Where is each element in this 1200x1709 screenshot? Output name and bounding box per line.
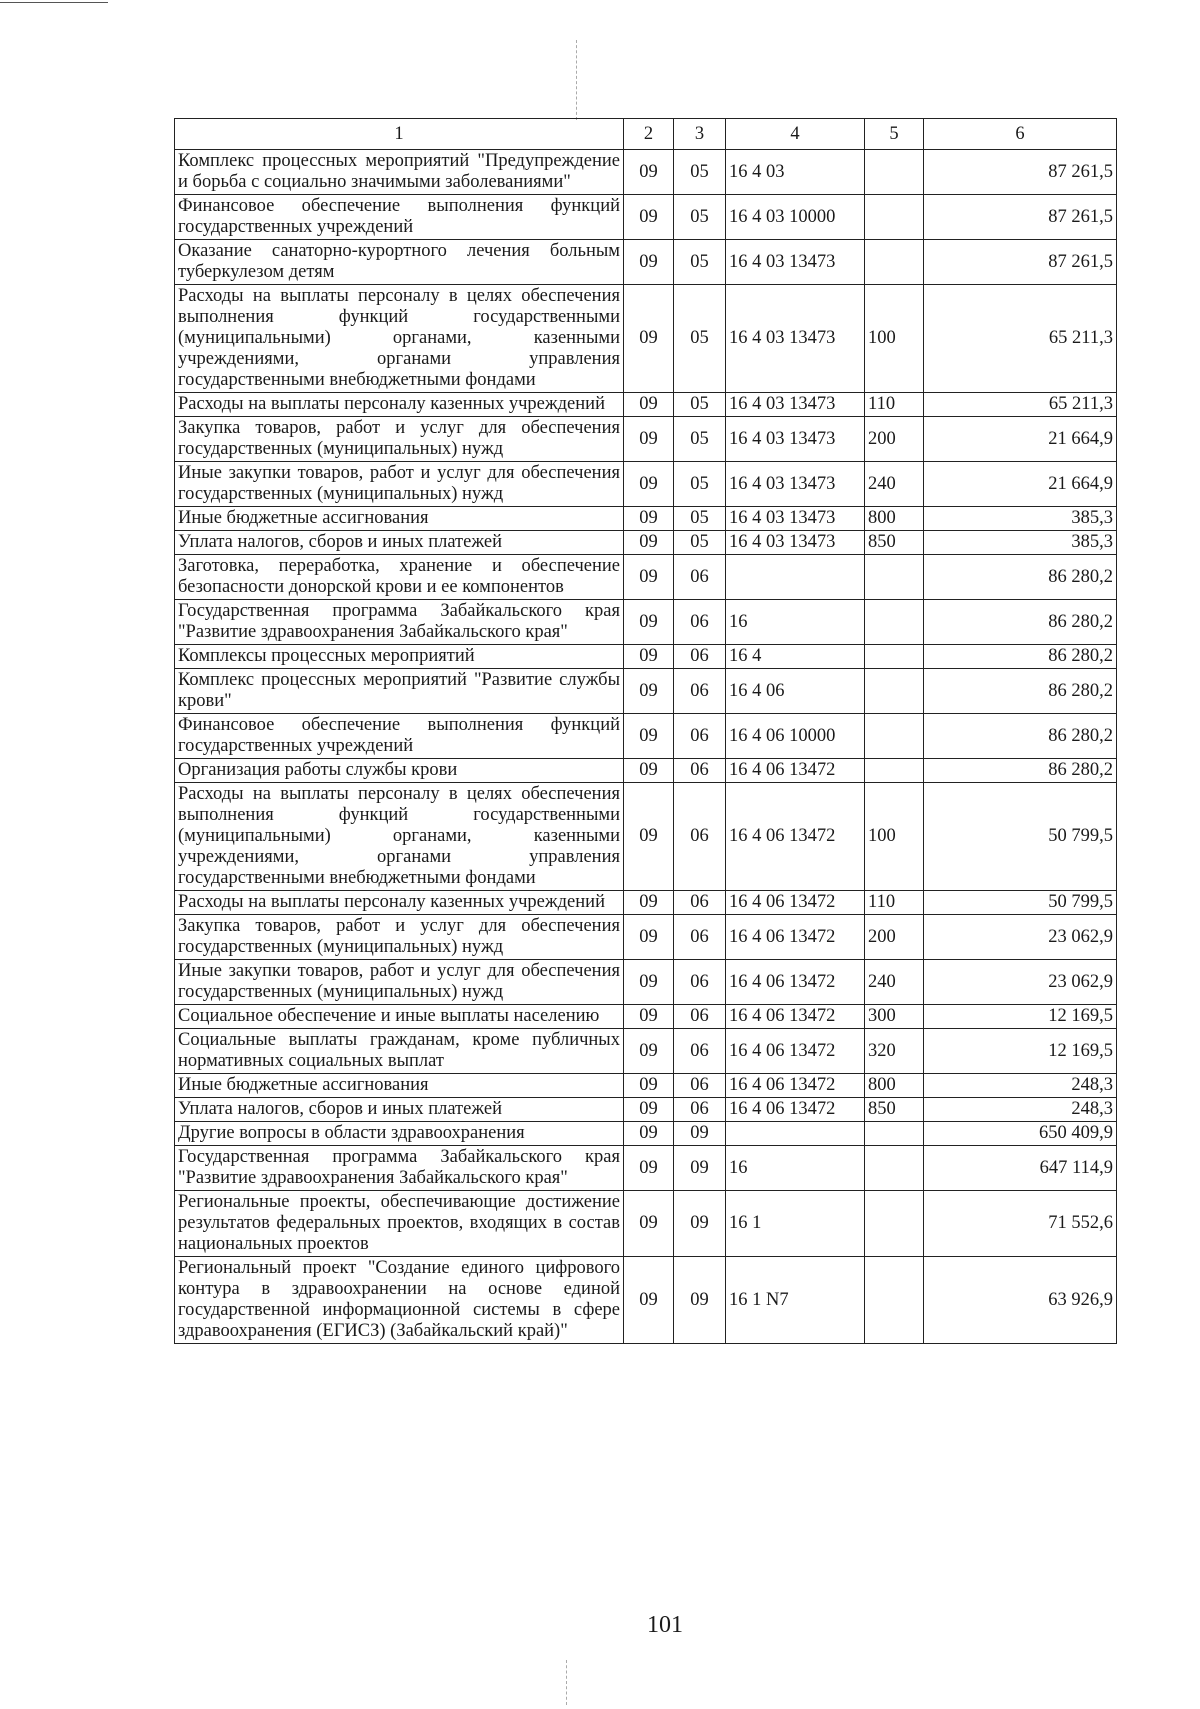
table-row: [175, 1098, 1117, 1122]
subsection-code-cell: 05: [674, 195, 726, 240]
table-row: [175, 1029, 1117, 1074]
expense-name-cell: Социальные выплаты гражданам, кроме публичных нормативных социальных выплат: [175, 1029, 624, 1074]
expense-type-cell: [865, 150, 924, 195]
amount-cell: 86 280,2: [924, 714, 1117, 759]
table-row: [175, 462, 1117, 507]
table-row: [175, 507, 1117, 531]
amount-cell: 87 261,5: [924, 150, 1117, 195]
expense-name-cell: Иные закупки товаров, работ и услуг для обеспечения государственных (муниципальных) нужд: [175, 960, 624, 1005]
expense-type-cell: [865, 240, 924, 285]
target-article-cell: 16 4 06: [726, 669, 865, 714]
header-col-4: 4: [726, 119, 865, 150]
header-col-5: 5: [865, 119, 924, 150]
target-article-cell: 16 4 06 13472: [726, 759, 865, 783]
table-row: [175, 1005, 1117, 1029]
section-code-cell: 09: [624, 240, 674, 285]
section-code-cell: 09: [624, 759, 674, 783]
amount-cell: 65 211,3: [924, 393, 1117, 417]
amount-cell: 63 926,9: [924, 1257, 1117, 1344]
table-row: [175, 960, 1117, 1005]
expense-type-cell: [865, 714, 924, 759]
table-row: [175, 1074, 1117, 1098]
section-code-cell: 09: [624, 1029, 674, 1074]
expense-name-cell: Уплата налогов, сборов и иных платежей: [175, 531, 624, 555]
expense-type-cell: 800: [865, 1074, 924, 1098]
subsection-code-cell: 06: [674, 600, 726, 645]
expense-name-cell: Расходы на выплаты персоналу в целях обеспечения выполнения функций государственными (муниципальными) органами, казенными учреждениями, органами управления государственными внебюджетными фондами: [175, 285, 624, 393]
table-row: [175, 555, 1117, 600]
section-code-cell: 09: [624, 1191, 674, 1257]
expense-type-cell: [865, 195, 924, 240]
expense-type-cell: 240: [865, 960, 924, 1005]
subsection-code-cell: 06: [674, 960, 726, 1005]
scan-fold-line: [576, 40, 577, 120]
header-row: [175, 119, 1117, 150]
expense-type-cell: 300: [865, 1005, 924, 1029]
target-article-cell: 16 4 06 13472: [726, 960, 865, 1005]
amount-cell: 71 552,6: [924, 1191, 1117, 1257]
expense-type-cell: [865, 1191, 924, 1257]
expense-name-cell: Уплата налогов, сборов и иных платежей: [175, 1098, 624, 1122]
expense-type-cell: 110: [865, 891, 924, 915]
subsection-code-cell: 06: [674, 891, 726, 915]
expense-name-cell: Иные бюджетные ассигнования: [175, 1074, 624, 1098]
table-row: [175, 783, 1117, 891]
header-col-2: 2: [624, 119, 674, 150]
table-row: [175, 759, 1117, 783]
target-article-cell: 16 4 06 13472: [726, 1029, 865, 1074]
target-article-cell: 16 4 06 10000: [726, 714, 865, 759]
header-col-1: 1: [175, 119, 624, 150]
subsection-code-cell: 06: [674, 714, 726, 759]
subsection-code-cell: 05: [674, 240, 726, 285]
amount-cell: 86 280,2: [924, 669, 1117, 714]
expense-type-cell: [865, 759, 924, 783]
subsection-code-cell: 05: [674, 150, 726, 195]
expense-name-cell: Закупка товаров, работ и услуг для обеспечения государственных (муниципальных) нужд: [175, 417, 624, 462]
section-code-cell: 09: [624, 1098, 674, 1122]
expense-name-cell: Финансовое обеспечение выполнения функций государственных учреждений: [175, 195, 624, 240]
table-row: [175, 600, 1117, 645]
subsection-code-cell: 06: [674, 645, 726, 669]
section-code-cell: 09: [624, 1005, 674, 1029]
expense-type-cell: 100: [865, 783, 924, 891]
expense-name-cell: Иные закупки товаров, работ и услуг для обеспечения государственных (муниципальных) нужд: [175, 462, 624, 507]
subsection-code-cell: 05: [674, 417, 726, 462]
amount-cell: 86 280,2: [924, 645, 1117, 669]
table-row: [175, 393, 1117, 417]
budget-table: [174, 118, 1117, 1344]
target-article-cell: 16 4 06 13472: [726, 1098, 865, 1122]
subsection-code-cell: 05: [674, 507, 726, 531]
target-article-cell: 16 4 06 13472: [726, 1005, 865, 1029]
table-row: [175, 1191, 1117, 1257]
amount-cell: 86 280,2: [924, 759, 1117, 783]
target-article-cell: 16 4: [726, 645, 865, 669]
table-row: [175, 645, 1117, 669]
target-article-cell: 16 1: [726, 1191, 865, 1257]
section-code-cell: 09: [624, 645, 674, 669]
subsection-code-cell: 06: [674, 1074, 726, 1098]
amount-cell: 86 280,2: [924, 600, 1117, 645]
subsection-code-cell: 06: [674, 783, 726, 891]
expense-name-cell: Региональный проект "Создание единого цифрового контура в здравоохранении на основе единой государственной информационной системы в сфере здравоохранения (ЕГИСЗ) (Забайкальский край)": [175, 1257, 624, 1344]
table-row: [175, 285, 1117, 393]
header-col-3: 3: [674, 119, 726, 150]
target-article-cell: 16 4 03 13473: [726, 417, 865, 462]
section-code-cell: 09: [624, 783, 674, 891]
expense-name-cell: Государственная программа Забайкальского края "Развитие здравоохранения Забайкальского края": [175, 600, 624, 645]
amount-cell: 248,3: [924, 1074, 1117, 1098]
amount-cell: 650 409,9: [924, 1122, 1117, 1146]
target-article-cell: 16 4 03 13473: [726, 240, 865, 285]
section-code-cell: 09: [624, 714, 674, 759]
table-row: [175, 1146, 1117, 1191]
section-code-cell: 09: [624, 417, 674, 462]
amount-cell: 86 280,2: [924, 555, 1117, 600]
expense-type-cell: 240: [865, 462, 924, 507]
amount-cell: 65 211,3: [924, 285, 1117, 393]
subsection-code-cell: 06: [674, 1098, 726, 1122]
expense-name-cell: Организация работы службы крови: [175, 759, 624, 783]
expense-type-cell: 200: [865, 915, 924, 960]
target-article-cell: 16 4 06 13472: [726, 1074, 865, 1098]
table-row: [175, 891, 1117, 915]
amount-cell: 23 062,9: [924, 915, 1117, 960]
page-number: 101: [647, 1612, 683, 1638]
section-code-cell: 09: [624, 195, 674, 240]
scan-artifact-line: [0, 2, 108, 3]
expense-type-cell: 850: [865, 1098, 924, 1122]
table-row: [175, 195, 1117, 240]
expense-type-cell: [865, 1122, 924, 1146]
subsection-code-cell: 09: [674, 1257, 726, 1344]
target-article-cell: [726, 1122, 865, 1146]
subsection-code-cell: 06: [674, 915, 726, 960]
table-row: [175, 417, 1117, 462]
amount-cell: 248,3: [924, 1098, 1117, 1122]
amount-cell: 87 261,5: [924, 240, 1117, 285]
section-code-cell: 09: [624, 1122, 674, 1146]
amount-cell: 385,3: [924, 531, 1117, 555]
amount-cell: 50 799,5: [924, 891, 1117, 915]
target-article-cell: 16 4 03 13473: [726, 393, 865, 417]
section-code-cell: 09: [624, 915, 674, 960]
expense-type-cell: 320: [865, 1029, 924, 1074]
scan-fold-line: [566, 1660, 567, 1705]
table-row: [175, 669, 1117, 714]
expense-type-cell: 200: [865, 417, 924, 462]
expense-type-cell: 800: [865, 507, 924, 531]
amount-cell: 12 169,5: [924, 1005, 1117, 1029]
expense-type-cell: [865, 1146, 924, 1191]
subsection-code-cell: 06: [674, 555, 726, 600]
expense-type-cell: [865, 555, 924, 600]
amount-cell: 12 169,5: [924, 1029, 1117, 1074]
section-code-cell: 09: [624, 669, 674, 714]
amount-cell: 21 664,9: [924, 462, 1117, 507]
section-code-cell: 09: [624, 1146, 674, 1191]
table-row: [175, 1257, 1117, 1344]
amount-cell: 21 664,9: [924, 417, 1117, 462]
amount-cell: 647 114,9: [924, 1146, 1117, 1191]
target-article-cell: 16 4 03 13473: [726, 285, 865, 393]
subsection-code-cell: 06: [674, 669, 726, 714]
expense-name-cell: Комплексы процессных мероприятий: [175, 645, 624, 669]
expense-name-cell: Расходы на выплаты персоналу казенных учреждений: [175, 393, 624, 417]
expense-name-cell: Оказание санаторно-курортного лечения больным туберкулезом детям: [175, 240, 624, 285]
target-article-cell: 16 4 03 13473: [726, 507, 865, 531]
amount-cell: 385,3: [924, 507, 1117, 531]
section-code-cell: 09: [624, 507, 674, 531]
header-col-6: 6: [924, 119, 1117, 150]
subsection-code-cell: 09: [674, 1146, 726, 1191]
expense-type-cell: 850: [865, 531, 924, 555]
expense-name-cell: Заготовка, переработка, хранение и обеспечение безопасности донорской крови и ее компонентов: [175, 555, 624, 600]
subsection-code-cell: 06: [674, 1029, 726, 1074]
target-article-cell: 16 4 03 13473: [726, 531, 865, 555]
target-article-cell: 16 4 03: [726, 150, 865, 195]
section-code-cell: 09: [624, 1074, 674, 1098]
section-code-cell: 09: [624, 600, 674, 645]
section-code-cell: 09: [624, 1257, 674, 1344]
target-article-cell: 16 4 03 10000: [726, 195, 865, 240]
expense-name-cell: Закупка товаров, работ и услуг для обеспечения государственных (муниципальных) нужд: [175, 915, 624, 960]
amount-cell: 87 261,5: [924, 195, 1117, 240]
target-article-cell: 16 4 06 13472: [726, 915, 865, 960]
subsection-code-cell: 05: [674, 531, 726, 555]
subsection-code-cell: 06: [674, 1005, 726, 1029]
table-header: [175, 119, 1117, 150]
table-row: [175, 240, 1117, 285]
expense-type-cell: [865, 645, 924, 669]
subsection-code-cell: 05: [674, 462, 726, 507]
subsection-code-cell: 09: [674, 1191, 726, 1257]
expense-name-cell: Комплекс процессных мероприятий "Предупреждение и борьба с социально значимыми заболеваниями": [175, 150, 624, 195]
target-article-cell: 16: [726, 1146, 865, 1191]
expense-type-cell: 110: [865, 393, 924, 417]
subsection-code-cell: 09: [674, 1122, 726, 1146]
expense-name-cell: Расходы на выплаты персоналу казенных учреждений: [175, 891, 624, 915]
table-row: [175, 915, 1117, 960]
target-article-cell: 16 4 06 13472: [726, 891, 865, 915]
table-row: [175, 714, 1117, 759]
table-row: [175, 1122, 1117, 1146]
expense-type-cell: [865, 669, 924, 714]
subsection-code-cell: 05: [674, 285, 726, 393]
expense-name-cell: Иные бюджетные ассигнования: [175, 507, 624, 531]
section-code-cell: 09: [624, 150, 674, 195]
target-article-cell: 16: [726, 600, 865, 645]
amount-cell: 23 062,9: [924, 960, 1117, 1005]
target-article-cell: 16 4 06 13472: [726, 783, 865, 891]
target-article-cell: [726, 555, 865, 600]
table-row: [175, 150, 1117, 195]
section-code-cell: 09: [624, 891, 674, 915]
target-article-cell: 16 4 03 13473: [726, 462, 865, 507]
section-code-cell: 09: [624, 285, 674, 393]
expense-name-cell: Другие вопросы в области здравоохранения: [175, 1122, 624, 1146]
expense-type-cell: [865, 1257, 924, 1344]
expense-name-cell: Финансовое обеспечение выполнения функций государственных учреждений: [175, 714, 624, 759]
target-article-cell: 16 1 N7: [726, 1257, 865, 1344]
expense-name-cell: Социальное обеспечение и иные выплаты населению: [175, 1005, 624, 1029]
amount-cell: 50 799,5: [924, 783, 1117, 891]
section-code-cell: 09: [624, 555, 674, 600]
expense-name-cell: Региональные проекты, обеспечивающие достижение результатов федеральных проектов, входящих в состав национальных проектов: [175, 1191, 624, 1257]
subsection-code-cell: 05: [674, 393, 726, 417]
expense-type-cell: [865, 600, 924, 645]
section-code-cell: 09: [624, 531, 674, 555]
section-code-cell: 09: [624, 393, 674, 417]
expense-type-cell: 100: [865, 285, 924, 393]
expense-name-cell: Государственная программа Забайкальского края "Развитие здравоохранения Забайкальского края": [175, 1146, 624, 1191]
section-code-cell: 09: [624, 960, 674, 1005]
section-code-cell: 09: [624, 462, 674, 507]
table-row: [175, 531, 1117, 555]
expense-name-cell: Комплекс процессных мероприятий "Развитие службы крови": [175, 669, 624, 714]
subsection-code-cell: 06: [674, 759, 726, 783]
expense-name-cell: Расходы на выплаты персоналу в целях обеспечения выполнения функций государственными (муниципальными) органами, казенными учреждениями, органами управления государственными внебюджетными фондами: [175, 783, 624, 891]
table-body: [175, 150, 1117, 1344]
